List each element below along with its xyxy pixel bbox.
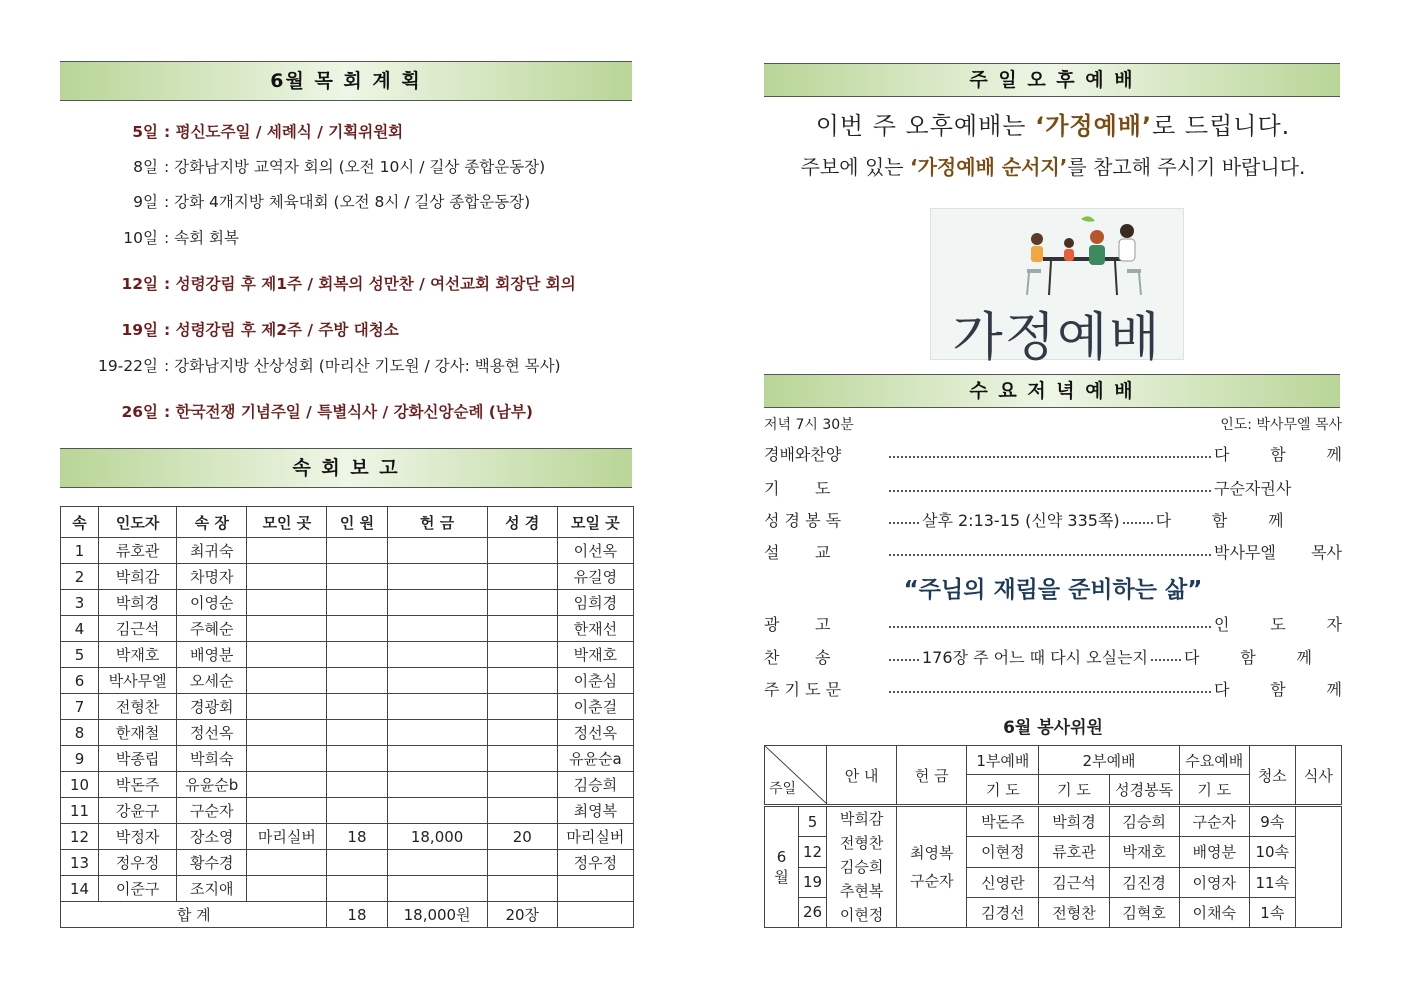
order-detail: 176장 주 어느 때 다시 오실는지 [922, 648, 1148, 667]
table-row [61, 720, 634, 746]
order-label: 성 경 봉 독 [764, 511, 842, 530]
table-cell: 18,000 [387, 824, 487, 850]
table-cell: 유윤순a [557, 746, 633, 772]
table-header-row [61, 507, 634, 538]
clean-cell: 11속 [1249, 867, 1295, 897]
table-cell [487, 850, 557, 876]
schedule-text: : 속회 회복 [164, 229, 239, 247]
day-cell: 12 [799, 837, 827, 867]
table-cell: 이준구 [99, 876, 177, 902]
table-cell [247, 642, 327, 668]
order-item [764, 508, 1342, 531]
table-cell [487, 616, 557, 642]
table-cell [327, 772, 387, 798]
table-cell: 임희경 [557, 590, 633, 616]
afternoon-title: 주 일 오 후 예 배 [764, 63, 1340, 97]
plan-title: 6월 목 회 계 획 [60, 61, 632, 101]
guide-header: 안 내 [827, 746, 897, 806]
wed-pray-cell: 이영자 [1179, 867, 1249, 897]
table-cell [487, 798, 557, 824]
guide-name: 김승희 [839, 858, 884, 876]
table-cell [247, 876, 327, 902]
table-cell [487, 694, 557, 720]
table-cell: 2 [61, 564, 99, 590]
table-cell [387, 746, 487, 772]
leader-dots [889, 508, 919, 524]
table-cell: 최귀숙 [177, 538, 247, 564]
service-time: 저녁 7시 30분 [764, 417, 854, 433]
order-label: 광 고 [764, 615, 831, 634]
table-cell [327, 642, 387, 668]
offering-name: 구순자 [910, 872, 954, 890]
table-cell: 9 [61, 746, 99, 772]
column-header: 성 경 [487, 507, 557, 538]
leader-dots [889, 677, 1211, 693]
order-label: 찬 송 [764, 648, 831, 667]
diag-header-cell [765, 746, 827, 806]
table-cell [327, 538, 387, 564]
table-cell: 4 [61, 616, 99, 642]
table-cell: 오세순 [177, 668, 247, 694]
table-cell: 주혜순 [177, 616, 247, 642]
table-cell: 황수경 [177, 850, 247, 876]
table-row [61, 616, 634, 642]
schedule-item [60, 190, 634, 212]
column-header: 인 원 [327, 507, 387, 538]
schedule-date: 10일 [123, 229, 158, 247]
read-cell: 박재호 [1109, 837, 1179, 867]
cell-report-table [60, 506, 634, 928]
table-cell: 박종립 [99, 746, 177, 772]
table-cell: 3 [61, 590, 99, 616]
schedule-date: 26일 [121, 403, 158, 421]
first-service-header: 1부예배 [967, 746, 1039, 775]
order-item [764, 677, 1342, 700]
order-label: 주 기 도 문 [764, 680, 842, 699]
image-caption: 가정예배 [952, 308, 1162, 368]
wednesday-title: 수 요 저 녁 예 배 [764, 374, 1340, 408]
table-row [61, 746, 634, 772]
table-cell [327, 564, 387, 590]
second-pray-cell: 박희경 [1039, 806, 1109, 837]
table-cell [387, 668, 487, 694]
table-cell: 20 [487, 824, 557, 850]
table-cell: 14 [61, 876, 99, 902]
table-cell [247, 590, 327, 616]
table-cell [387, 642, 487, 668]
table-cell: 이춘심 [557, 668, 633, 694]
schedule-date: 5일 [132, 123, 158, 141]
family-worship-emphasis: ‘가정예배’ [1035, 112, 1153, 140]
table-cell [487, 720, 557, 746]
table-cell: 12 [61, 824, 99, 850]
second-pray-cell: 류호관 [1039, 837, 1109, 867]
table-cell: 5 [61, 642, 99, 668]
schedule-text: : 평신도주일 / 세례식 / 기획위원회 [164, 123, 404, 141]
total-row [61, 902, 634, 928]
table-cell [327, 668, 387, 694]
table-cell: 마리실버 [557, 824, 633, 850]
table-row [61, 772, 634, 798]
table-cell [557, 876, 633, 902]
table-cell [327, 798, 387, 824]
order-item [764, 645, 1342, 668]
table-cell: 7 [61, 694, 99, 720]
table-cell: 박사무엘 [99, 668, 177, 694]
pray-header-2: 기 도 [1039, 775, 1109, 806]
offering-cell [897, 806, 967, 928]
table-cell [247, 772, 327, 798]
guide-name: 전형찬 [839, 834, 884, 852]
table-cell: 경광회 [177, 694, 247, 720]
table-row [61, 694, 634, 720]
read-cell: 김진경 [1109, 867, 1179, 897]
order-person: 인 도 자 [1214, 615, 1342, 634]
day-cell: 5 [799, 806, 827, 837]
table-cell [247, 798, 327, 824]
volunteer-table [764, 745, 1342, 928]
table-cell [247, 616, 327, 642]
total-offering: 18,000원 [387, 902, 487, 928]
leader-dots [889, 540, 1211, 556]
afternoon-line2-text: 주보에 있는 [800, 155, 910, 179]
table-row [61, 798, 634, 824]
table-cell [487, 876, 557, 902]
leader-dots [889, 476, 1211, 492]
table-cell [327, 720, 387, 746]
table-row [61, 850, 634, 876]
order-person: 박사무엘 목사 [1214, 543, 1342, 562]
table-cell [387, 772, 487, 798]
table-row [61, 824, 634, 850]
table-cell [247, 694, 327, 720]
report-title: 속 회 보 고 [60, 448, 632, 488]
order-person: 다 함 께 [1214, 445, 1342, 464]
schedule-date: 8일 [133, 158, 158, 176]
leader-dots [889, 645, 919, 661]
table-cell: 장소영 [177, 824, 247, 850]
table-cell: 전형찬 [99, 694, 177, 720]
table-cell [327, 876, 387, 902]
schedule-text: : 강화 4개지방 체육대회 (오전 8시 / 길상 종합운동장) [164, 193, 531, 211]
table-cell [327, 746, 387, 772]
pray-header-3: 기 도 [1179, 775, 1249, 806]
table-cell: 이춘걸 [557, 694, 633, 720]
offering-header: 헌 금 [897, 746, 967, 806]
table-row [61, 564, 634, 590]
table-cell: 박희경 [99, 590, 177, 616]
column-header: 헌 금 [387, 507, 487, 538]
service-leader: 인도: 박사무엘 목사 [1220, 417, 1342, 433]
day-cell: 26 [799, 897, 827, 927]
guide-name: 추현복 [839, 882, 884, 900]
meal-header: 식사 [1295, 746, 1341, 806]
table-cell: 정선옥 [557, 720, 633, 746]
wed-pray-cell: 이채숙 [1179, 897, 1249, 927]
table-cell: 김승희 [557, 772, 633, 798]
wed-pray-cell: 배영분 [1179, 837, 1249, 867]
day-cell: 19 [799, 867, 827, 897]
table-cell [327, 850, 387, 876]
order-person: 구순자권사 [1214, 479, 1292, 498]
table-cell: 10 [61, 772, 99, 798]
table-cell [387, 720, 487, 746]
pray-header-1: 기 도 [967, 775, 1039, 806]
table-cell: 최영복 [557, 798, 633, 824]
leader-dots [889, 442, 1211, 458]
schedule-item [60, 226, 634, 248]
column-header: 모인 곳 [247, 507, 327, 538]
table-cell [387, 798, 487, 824]
table-cell: 이영순 [177, 590, 247, 616]
table-cell [387, 850, 487, 876]
table-cell [487, 564, 557, 590]
table-cell [487, 746, 557, 772]
table-cell: 유길영 [557, 564, 633, 590]
table-cell: 정우정 [557, 850, 633, 876]
table-row [61, 590, 634, 616]
column-header: 모일 곳 [557, 507, 633, 538]
wed-service-header: 수요예배 [1179, 746, 1249, 775]
table-cell [247, 564, 327, 590]
order-detail: 살후 2:13-15 (신약 335쪽) [922, 511, 1120, 530]
total-people: 18 [327, 902, 387, 928]
table-cell [327, 616, 387, 642]
schedule-date: 9일 [133, 193, 158, 211]
table-cell [487, 772, 557, 798]
schedule-item [60, 354, 634, 376]
table-cell [487, 642, 557, 668]
clean-cell: 9속 [1249, 806, 1295, 837]
second-pray-cell: 전형찬 [1039, 897, 1109, 927]
second-pray-cell: 김근석 [1039, 867, 1109, 897]
table-row [61, 642, 634, 668]
order-sheet-emphasis: ‘가정예배 순서지’ [909, 155, 1068, 179]
order-item [764, 540, 1342, 563]
afternoon-line2 [764, 151, 1342, 180]
meal-cell [1295, 806, 1341, 928]
table-cell [387, 590, 487, 616]
table-cell: 한재선 [557, 616, 633, 642]
table-cell: 1 [61, 538, 99, 564]
first-pray-cell: 김경선 [967, 897, 1039, 927]
leader-dots [1151, 645, 1181, 661]
table-cell [487, 668, 557, 694]
schedule-text: : 강화남지방 산상성회 (마리산 기도원 / 강사: 백용현 목사) [164, 357, 561, 375]
clean-cell: 10속 [1249, 837, 1295, 867]
order-label: 설 교 [764, 543, 831, 562]
table-cell: 정선옥 [177, 720, 247, 746]
table-cell: 박재호 [99, 642, 177, 668]
schedule-item [60, 318, 634, 340]
table-cell: 배영분 [177, 642, 247, 668]
table-cell: 한재철 [99, 720, 177, 746]
total-label: 합 계 [61, 902, 327, 928]
table-cell [387, 876, 487, 902]
order-item [764, 612, 1342, 635]
table-cell [387, 538, 487, 564]
table-cell [247, 668, 327, 694]
table-cell: 마리실버 [247, 824, 327, 850]
table-cell [247, 720, 327, 746]
table-cell [247, 746, 327, 772]
table-cell: 6 [61, 668, 99, 694]
total-empty [557, 902, 633, 928]
table-cell [247, 850, 327, 876]
table-cell: 18 [327, 824, 387, 850]
date-header: 주일 [769, 781, 797, 797]
second-service-header: 2부예배 [1039, 746, 1179, 775]
offering-name: 최영복 [910, 844, 954, 862]
clean-header: 청소 [1249, 746, 1295, 806]
table-cell: 차명자 [177, 564, 247, 590]
volunteer-title: 6월 봉사위원 [1003, 718, 1103, 738]
guide-name: 박희감 [839, 810, 884, 828]
order-person: 다 함 께 [1155, 511, 1284, 530]
table-cell: 박정자 [99, 824, 177, 850]
table-cell: 구순자 [177, 798, 247, 824]
order-label: 경배와찬양 [764, 445, 842, 464]
schedule-text: : 성령강림 후 제1주 / 회복의 성만찬 / 여선교회 회장단 회의 [164, 275, 576, 293]
leader-dots [889, 612, 1211, 628]
table-cell: 박희숙 [177, 746, 247, 772]
table-cell [487, 590, 557, 616]
table-cell [327, 590, 387, 616]
table-cell: 김근석 [99, 616, 177, 642]
schedule-date: 12일 [121, 275, 158, 293]
first-pray-cell: 신영란 [967, 867, 1039, 897]
read-cell: 김혁호 [1109, 897, 1179, 927]
total-bible: 20장 [487, 902, 557, 928]
schedule-item [60, 400, 634, 422]
schedule-text: : 강화남지방 교역자 회의 (오전 10시 / 길상 종합운동장) [164, 158, 546, 176]
table-cell [487, 538, 557, 564]
table-cell: 조지애 [177, 876, 247, 902]
order-person: 다 함 께 [1214, 680, 1342, 699]
family-worship-image [930, 208, 1184, 368]
table-cell: 유윤순b [177, 772, 247, 798]
schedule-item [60, 155, 634, 177]
leader-dots [1123, 508, 1153, 524]
table-cell [387, 616, 487, 642]
table-cell: 13 [61, 850, 99, 876]
schedule-date: 19-22일 [97, 357, 158, 375]
guide-cell [827, 806, 897, 928]
read-header: 성경봉독 [1109, 775, 1179, 806]
order-label: 기 도 [764, 479, 831, 498]
sermon-title: “주님의 재림을 준비하는 삶” [903, 577, 1203, 603]
table-cell: 이선옥 [557, 538, 633, 564]
table-cell: 정우정 [99, 850, 177, 876]
table-cell: 8 [61, 720, 99, 746]
schedule-item [60, 272, 634, 294]
table-row [61, 876, 634, 902]
schedule-text: : 성령강림 후 제2주 / 주방 대청소 [164, 321, 399, 339]
table-cell: 11 [61, 798, 99, 824]
afternoon-line1-text: 이번 주 오후예배는 [815, 112, 1036, 140]
table-cell: 박재호 [557, 642, 633, 668]
table-cell: 박돈주 [99, 772, 177, 798]
column-header: 인도자 [99, 507, 177, 538]
table-cell [327, 694, 387, 720]
order-item [764, 476, 1342, 499]
order-item [764, 442, 1342, 465]
schedule-date: 19일 [121, 321, 158, 339]
table-cell: 강윤구 [99, 798, 177, 824]
table-row [61, 668, 634, 694]
guide-name: 이현정 [839, 906, 884, 924]
wed-pray-cell: 구순자 [1179, 806, 1249, 837]
afternoon-line1-end: 로 드립니다. [1152, 112, 1291, 140]
table-cell: 박희감 [99, 564, 177, 590]
schedule-item [60, 120, 634, 142]
schedule-text: : 한국전쟁 기념주일 / 특별식사 / 강화신앙순례 (남부) [164, 403, 533, 421]
table-cell: 류호관 [99, 538, 177, 564]
first-pray-cell: 이현정 [967, 837, 1039, 867]
afternoon-line2-end: 를 참고해 주시기 바랍니다. [1067, 155, 1306, 179]
table-cell [387, 694, 487, 720]
first-pray-cell: 박돈주 [967, 806, 1039, 837]
table-row [61, 538, 634, 564]
column-header: 속 [61, 507, 99, 538]
table-cell [247, 538, 327, 564]
afternoon-line1 [764, 106, 1342, 141]
order-person: 다 함 께 [1184, 648, 1312, 667]
month-cell: 6 월 [765, 806, 799, 928]
table-cell [387, 564, 487, 590]
clean-cell: 1속 [1249, 897, 1295, 927]
read-cell: 김승희 [1109, 806, 1179, 837]
column-header: 속 장 [177, 507, 247, 538]
